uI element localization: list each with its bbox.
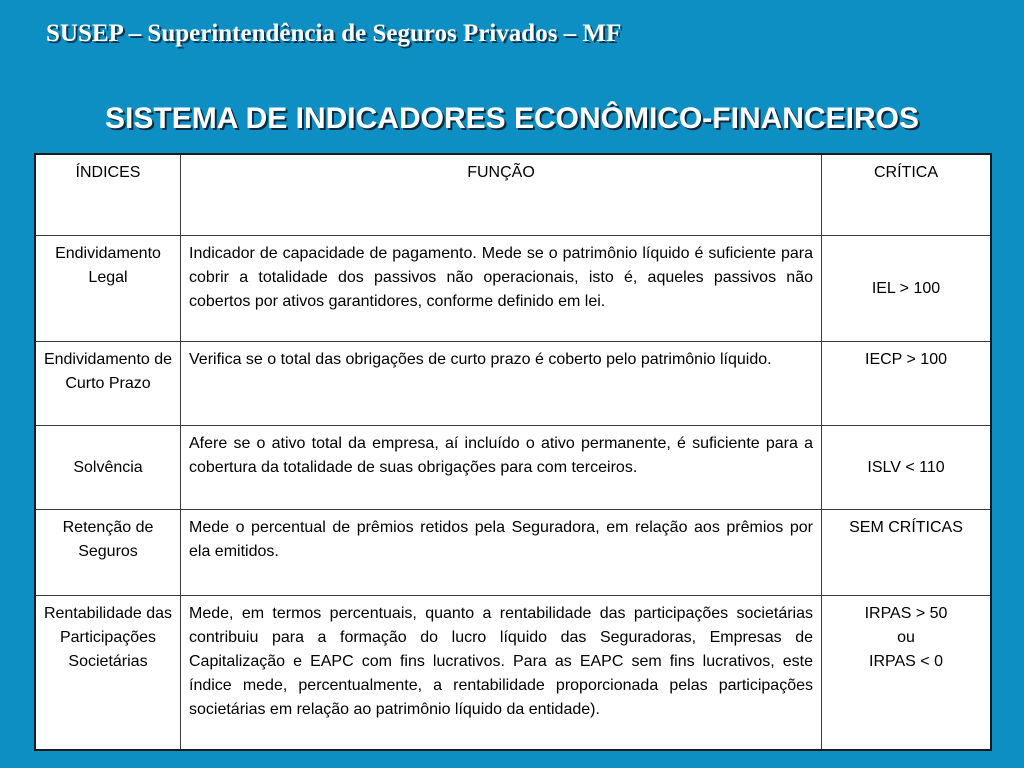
index-cell: Endividamento de Curto Prazo — [35, 342, 181, 426]
critique-line: IRPAS < 0 — [869, 653, 943, 670]
function-cell: Mede, em termos percentuais, quanto a rentabilidade das participações societárias contribuiu para a formação do lucro líquido das Seguradoras, Empresas de Capitalização e EAPC com fins lucrativos. Para as EAPC sem fins lucrativos, este índice mede, percentualmente, a rentabilidade proporcionada pelas participações societárias em relação ao patrimônio líquido da entidade). — [181, 596, 822, 750]
critique-cell: SEM CRÍTICAS — [822, 510, 992, 596]
critique-cell — [822, 596, 992, 750]
critique-cell: IEL > 100 — [822, 236, 992, 342]
indicators-table — [34, 153, 992, 751]
index-cell: Rentabilidade das Participações Societárias — [35, 596, 181, 750]
table-row — [35, 510, 991, 596]
table-header-row — [35, 154, 991, 236]
index-cell: Retenção de Seguros — [35, 510, 181, 596]
table-row — [35, 342, 991, 426]
table-row — [35, 596, 991, 750]
table-row — [35, 236, 991, 342]
column-header-funcao: FUNÇÃO — [181, 154, 822, 236]
index-cell: Solvência — [35, 426, 181, 510]
page-title: SISTEMA DE INDICADORES ECONÔMICO-FINANCEIROS — [105, 102, 919, 135]
index-cell: Endividamento Legal — [35, 236, 181, 342]
header-title: SUSEP – Superintendência de Seguros Privados – MF — [46, 20, 622, 47]
table-row — [35, 426, 991, 510]
column-header-critica: CRÍTICA — [822, 154, 992, 236]
function-cell: Mede o percentual de prêmios retidos pela Seguradora, em relação aos prêmios por ela emitidos. — [181, 510, 822, 596]
function-cell: Indicador de capacidade de pagamento. Mede se o patrimônio líquido é suficiente para cobrir a totalidade dos passivos não operacionais, isto é, aqueles passivos não cobertos por ativos garantidores, conforme definido em lei. — [181, 236, 822, 342]
critique-line: ou — [897, 629, 915, 646]
function-cell: Afere se o ativo total da empresa, aí incluído o ativo permanente, é suficiente para a cobertura da totalidade de suas obrigações para com terceiros. — [181, 426, 822, 510]
function-cell: Verifica se o total das obrigações de curto prazo é coberto pelo patrimônio líquido. — [181, 342, 822, 426]
critique-line: IRPAS > 50 — [864, 605, 948, 622]
column-header-indices: ÍNDICES — [35, 154, 181, 236]
critique-cell: ISLV < 110 — [822, 426, 992, 510]
critique-cell: IECP > 100 — [822, 342, 992, 426]
